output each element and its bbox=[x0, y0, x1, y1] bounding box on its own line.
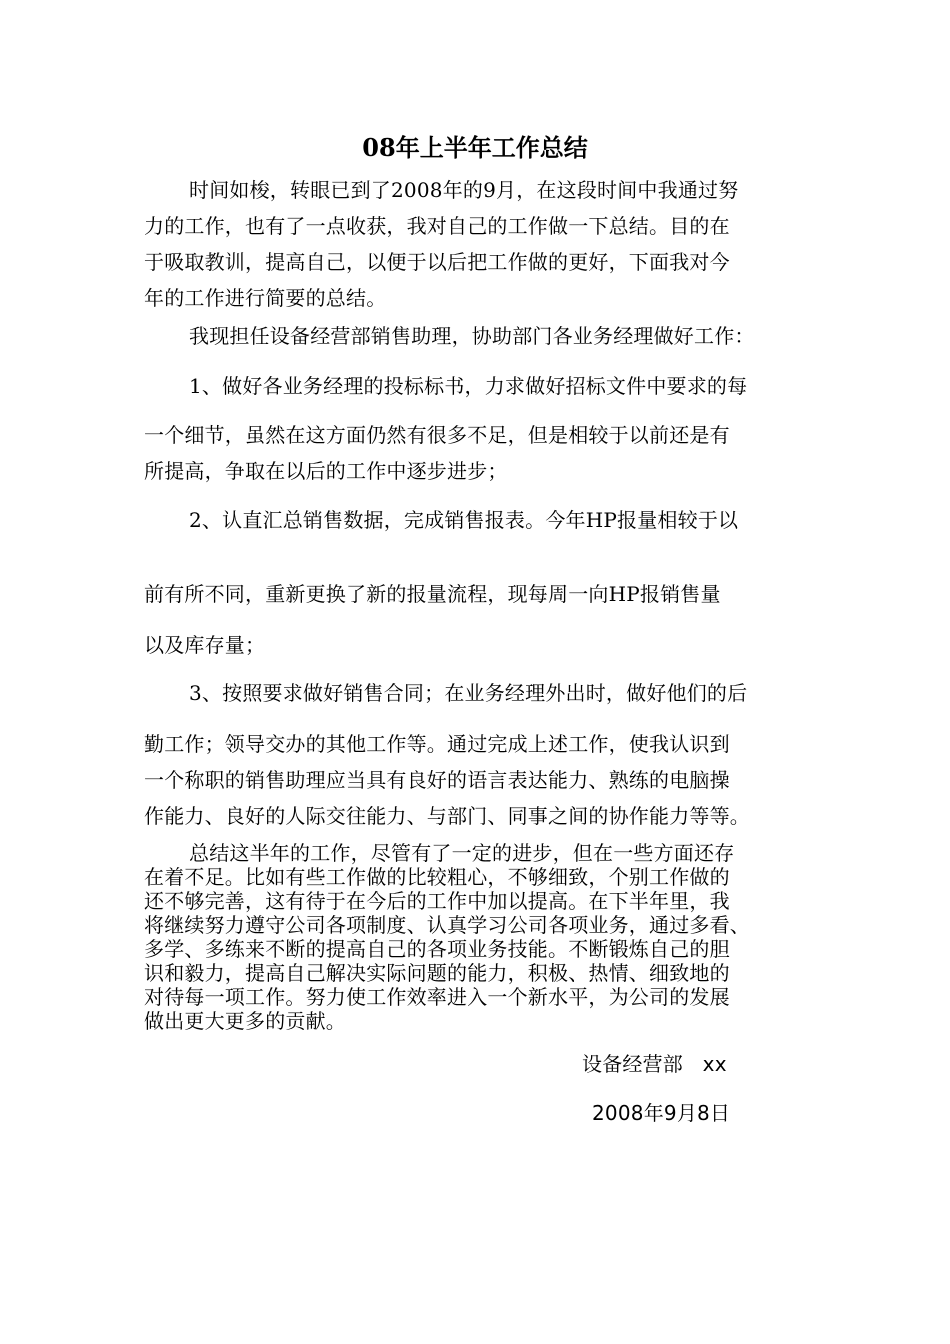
paragraph-line: 时间如梭，转眼已到了2008年的9月，在这段时间中我通过努 bbox=[189, 178, 739, 202]
paragraph-line: 3、按照要求做好销售合同；在业务经理外出时，做好他们的后 bbox=[189, 681, 748, 705]
signature-date: 2008年9月8日 bbox=[592, 1101, 731, 1125]
paragraph-line: 年的工作进行简要的总结。 bbox=[144, 286, 387, 310]
paragraph-line: 所提高，争取在以后的工作中逐步进步； bbox=[144, 459, 508, 483]
paragraph-line: 总结这半年的工作，尽管有了一定的进步，但在一些方面还存 bbox=[189, 841, 735, 865]
paragraph-line: 一个称职的销售助理应当具有良好的语言表达能力、熟练的电脑操 bbox=[144, 768, 730, 792]
paragraph-line: 一个细节，虽然在这方面仍然有很多不足，但是相较于以前还是有 bbox=[144, 423, 730, 447]
paragraph-line: 将继续努力遵守公司各项制度、认真学习公司各项业务，通过多看、 bbox=[144, 913, 750, 937]
paragraph-line: 做出更大更多的贡献。 bbox=[144, 1009, 346, 1033]
paragraph-line: 识和毅力，提高自己解决实际问题的能力，积极、热情、细致地的 bbox=[144, 961, 730, 985]
paragraph-line: 以及库存量； bbox=[144, 633, 266, 657]
paragraph-line: 力的工作，也有了一点收获，我对自己的工作做一下总结。目的在 bbox=[144, 214, 730, 238]
document-title: 08年上半年工作总结 bbox=[362, 133, 588, 162]
paragraph-line: 2、认直汇总销售数据，完成销售报表。今年HP报量相较于以 bbox=[189, 508, 739, 532]
paragraph-line: 前有所不同，重新更换了新的报量流程，现每周一向HP报销售量 bbox=[144, 582, 721, 606]
paragraph-line: 在着不足。比如有些工作做的比较粗心，不够细致，个别工作做的 bbox=[144, 865, 730, 889]
paragraph-line: 还不够完善，这有待于在今后的工作中加以提高。在下半年里，我 bbox=[144, 889, 730, 913]
paragraph-line: 于吸取教训，提高自己，以便于以后把工作做的更好，下面我对今 bbox=[144, 250, 730, 274]
paragraph-line: 多学、多练来不断的提高自己的各项业务技能。不断锻炼自己的胆 bbox=[144, 937, 730, 961]
paragraph-line: 勤工作；领导交办的其他工作等。通过完成上述工作，使我认识到 bbox=[144, 732, 730, 756]
signature-department: 设备经营部 xx bbox=[582, 1052, 727, 1076]
paragraph-line: 1、做好各业务经理的投标标书，力求做好招标文件中要求的每 bbox=[189, 374, 748, 398]
paragraph-line: 对待每一项工作。努力使工作效率进入一个新水平，为公司的发展 bbox=[144, 985, 730, 1009]
paragraph-line: 作能力、良好的人际交往能力、与部门、同事之间的协作能力等等。 bbox=[144, 804, 750, 828]
paragraph-line: 我现担任设备经营部销售助理，协助部门各业务经理做好工作： bbox=[189, 324, 755, 348]
